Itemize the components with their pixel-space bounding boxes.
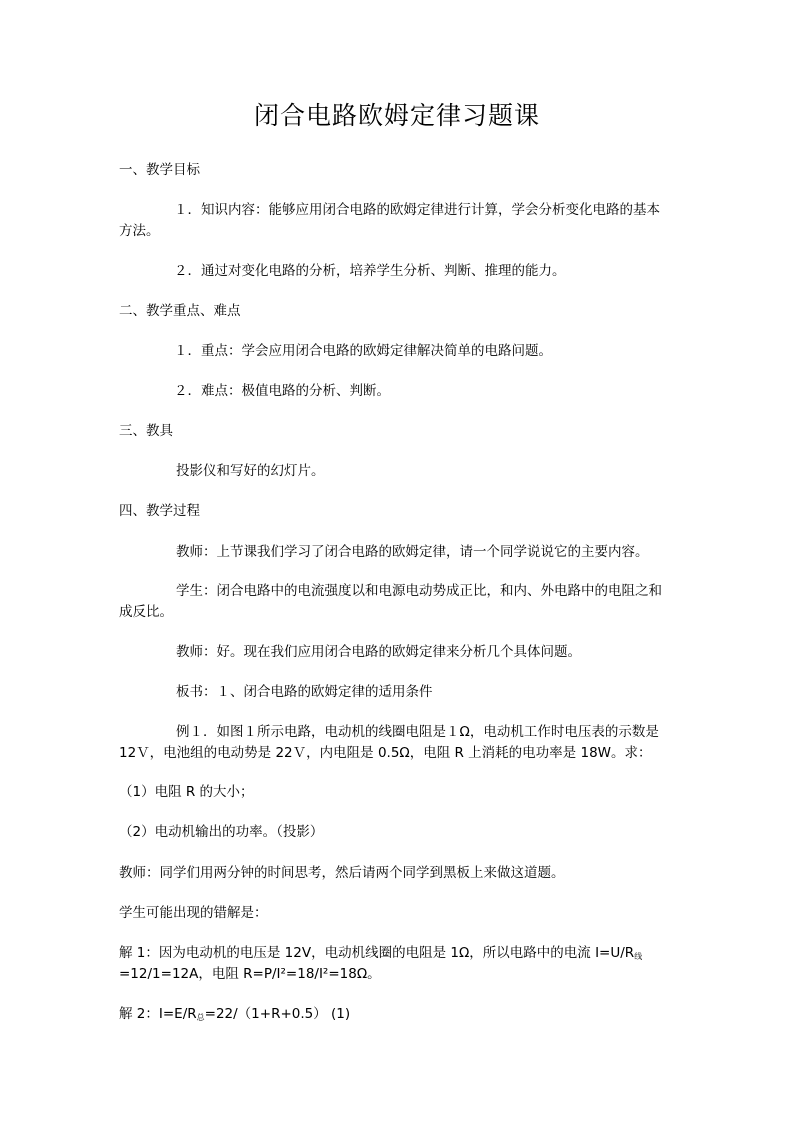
teacher-remark-3: 教师：同学们用两分钟的时间思考，然后请两个同学到黑板上来做这道题。 — [119, 865, 565, 881]
solution-2-subscript: 总 — [196, 1013, 205, 1022]
goal-2: ２．通过对变化电路的分析，培养学生分析、判断、推理的能力。 — [174, 263, 566, 279]
solution-1-text: 解 1：因为电动机的电压是 12V，电动机线圈的电阻是 1Ω，所以电路中的电流 I=U/R — [119, 945, 635, 961]
key-point-2: ２．难点：极值电路的分析、判断。 — [174, 383, 390, 399]
solution-1-line-2: =12/1=12A，电阻 R=P/I²=18/I²=18Ω。 — [119, 966, 381, 982]
solution-2-rest: =22/（1+R+0.5） (1) — [204, 1006, 351, 1022]
solution-2-line-1 — [119, 1003, 679, 1029]
board-note: 板书：１、闭合电路的欧姆定律的适用条件 — [176, 684, 433, 700]
student-errors-intro: 学生可能出现的错解是： — [119, 905, 268, 921]
goal-1-line-2: 方法。 — [119, 223, 160, 239]
page-title: 闭合电路欧姆定律习题课 — [253, 101, 540, 130]
key-point-1: １．重点：学会应用闭合电路的欧姆定律解决简单的电路问题。 — [174, 343, 552, 359]
teacher-remark-1: 教师：上节课我们学习了闭合电路的欧姆定律，请一个同学说说它的主要内容。 — [176, 544, 649, 560]
goal-1-line-1: １．知识内容：能够应用闭合电路的欧姆定律进行计算，学会分析变化电路的基本 — [174, 202, 660, 218]
solution-1-subscript: 线 — [634, 952, 643, 961]
student-answer-line-2: 成反比。 — [119, 604, 173, 620]
question-1: （1）电阻 R 的大小； — [119, 784, 254, 800]
example-1-line-1: 例１．如图１所示电路，电动机的线圈电阻是１Ω，电动机工作时电压表的示数是 — [176, 724, 659, 740]
solution-2-prefix: 解 2：I=E/R — [119, 1006, 197, 1022]
question-2: （2）电动机输出的功率。（投影） — [119, 824, 324, 840]
section-heading-tools: 三、教具 — [119, 423, 173, 439]
example-1-line-2: 12Ｖ，电池组的电动势是 22Ｖ，内电阻是 0.5Ω，电阻 R 上消耗的电功率是 18W。求： — [119, 745, 652, 761]
section-heading-process: 四、教学过程 — [119, 503, 200, 519]
section-heading-goals: 一、教学目标 — [119, 162, 200, 178]
tools-text: 投影仪和写好的幻灯片。 — [176, 463, 325, 479]
student-answer-line-1: 学生：闭合电路中的电流强度以和电源电动势成正比，和内、外电路中的电阻之和 — [176, 583, 662, 599]
section-heading-key-points: 二、教学重点、难点 — [119, 303, 241, 319]
teacher-remark-2: 教师：好。现在我们应用闭合电路的欧姆定律来分析几个具体问题。 — [176, 644, 581, 660]
